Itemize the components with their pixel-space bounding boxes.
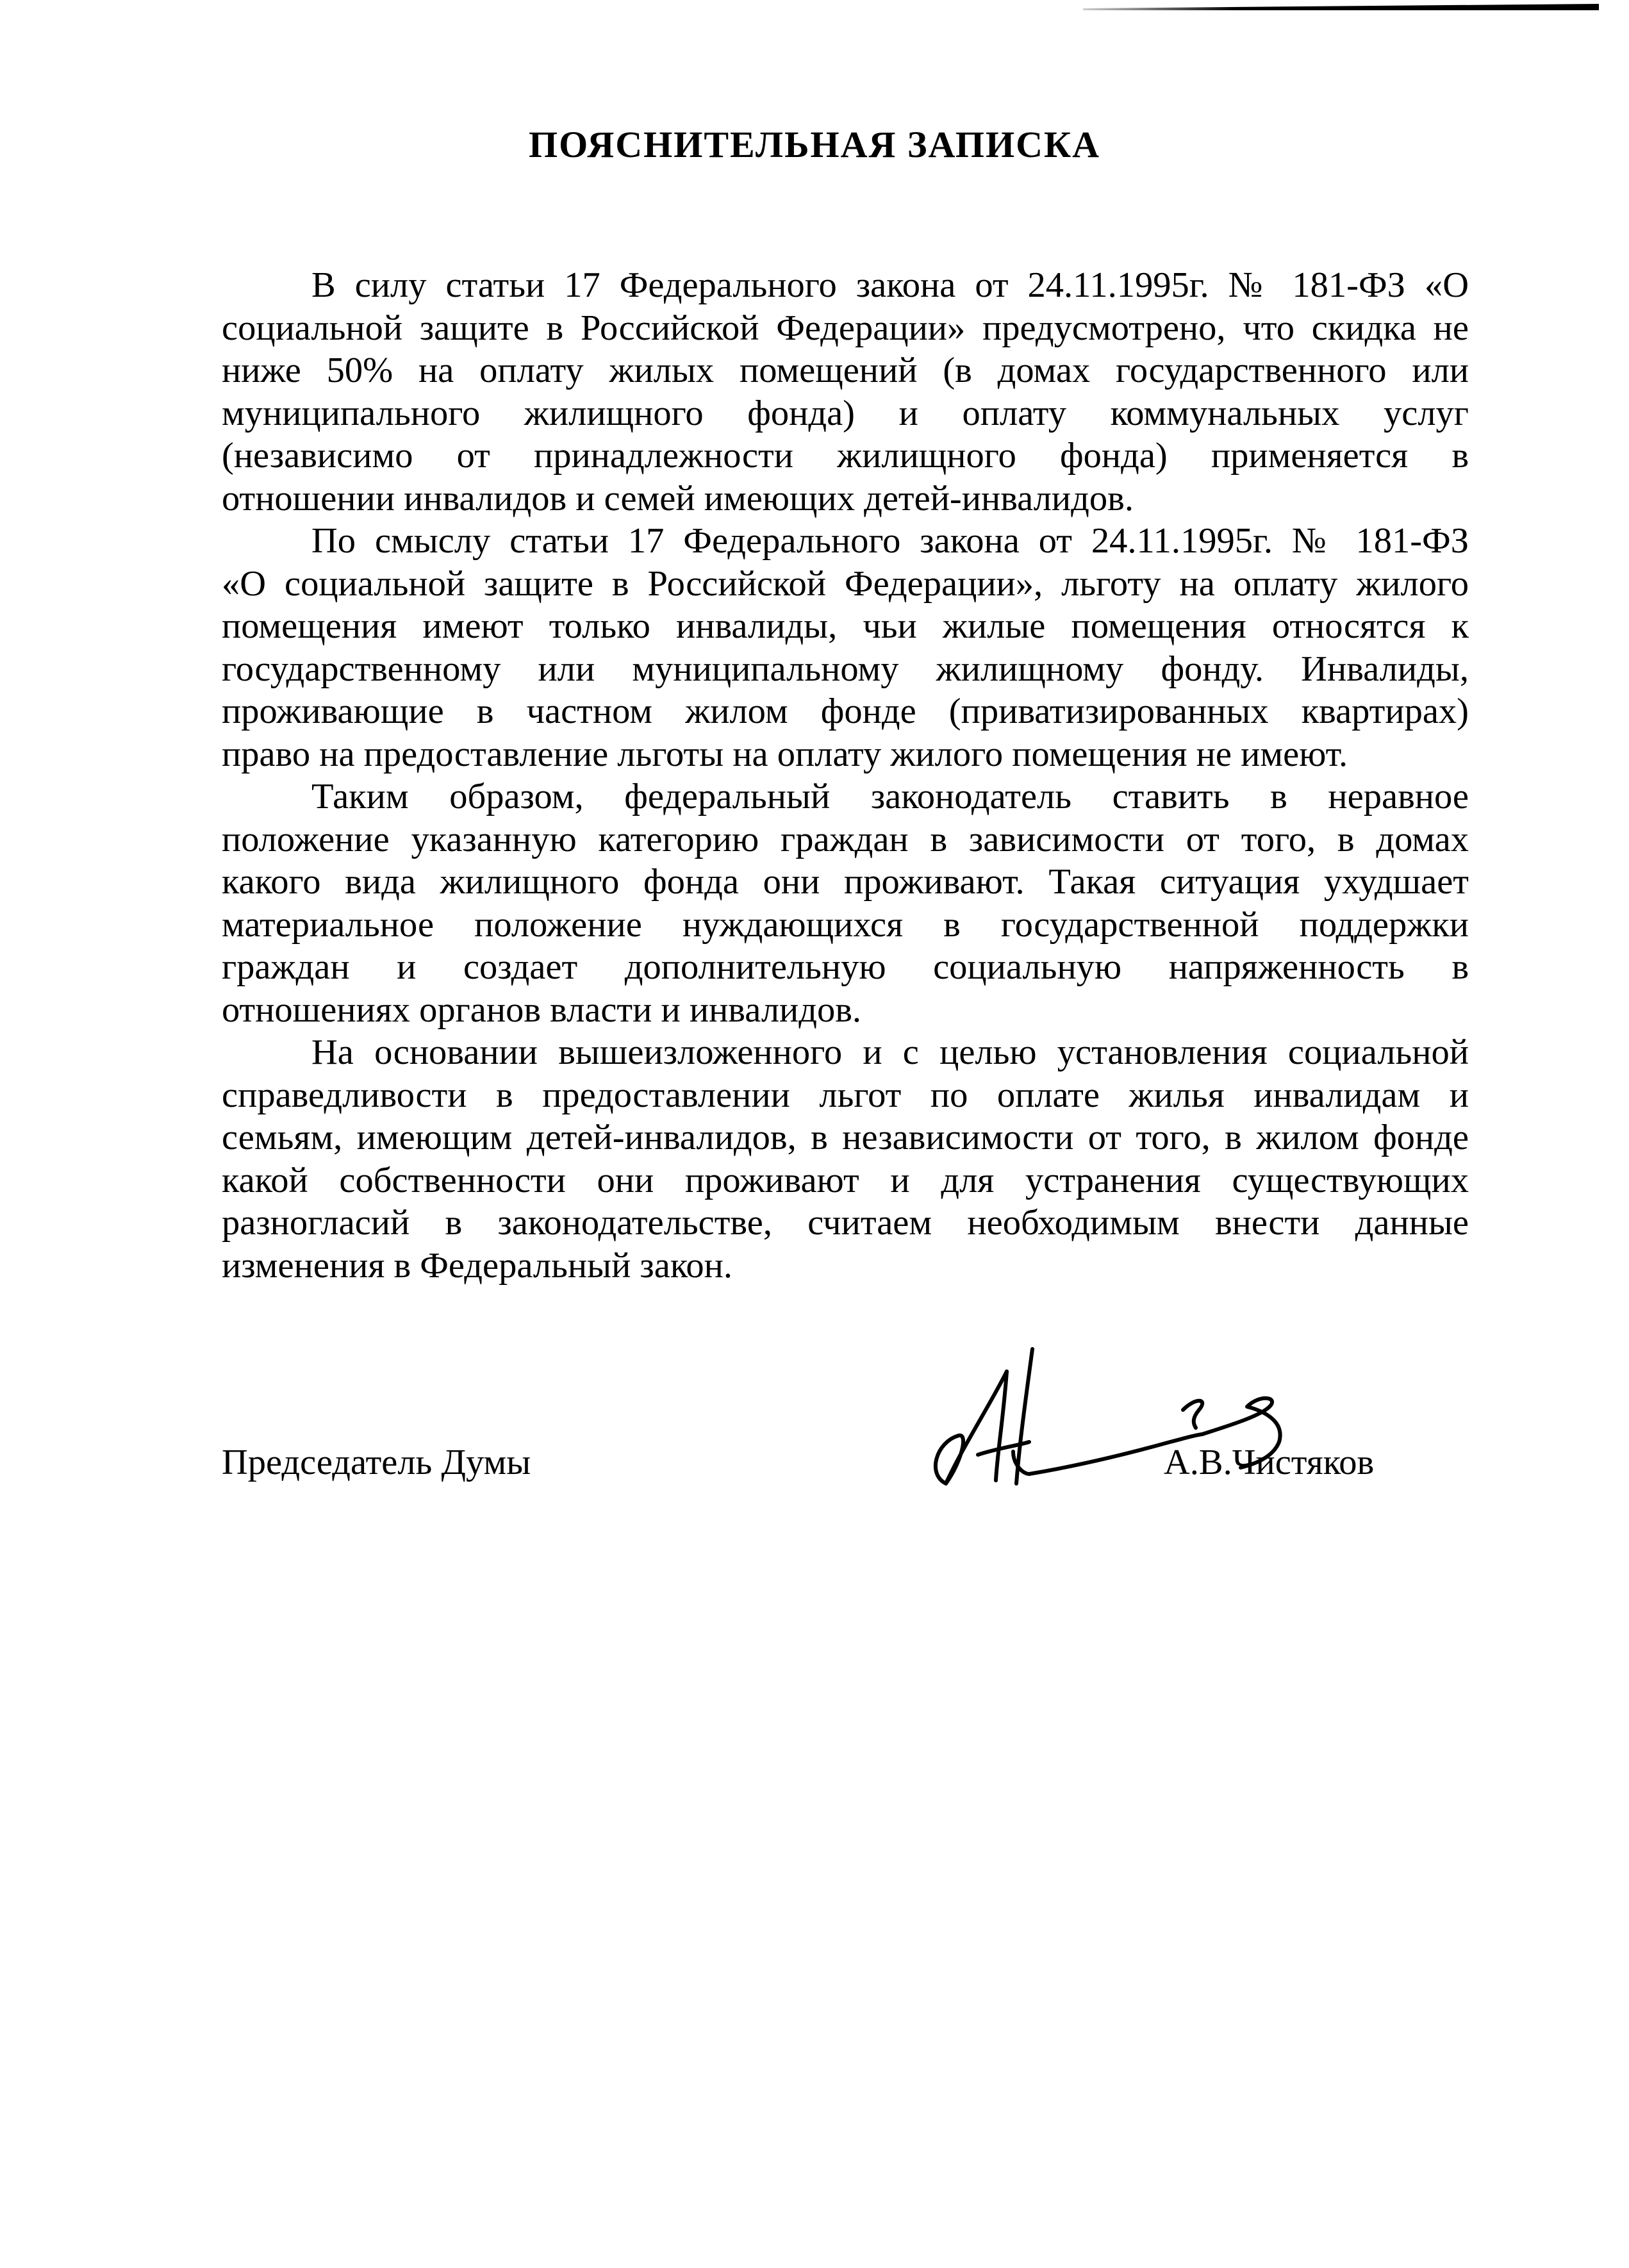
text-line: По смыслу статьи 17 Федерального закона от 24.11.1995г. № 181-ФЗ	[311, 521, 1469, 561]
text-line: проживающие в частном жилом фонде (приватизированных квартирах)	[222, 691, 1469, 731]
text-line: (независимо от принадлежности жилищного фонда) применяется в	[222, 436, 1469, 476]
text-line: муниципального жилищного фонда) и оплату коммунальных услуг	[222, 393, 1469, 433]
text-line: материальное положение нуждающихся в государственной поддержки	[222, 904, 1469, 945]
text-line: «О социальной защите в Российской Федерации», льготу на оплату жилого	[222, 563, 1469, 604]
text-line: изменения в Федеральный закон.	[222, 1245, 733, 1286]
scan-artifact-line	[1083, 4, 1599, 10]
text-line: На основании вышеизложенного и с целью установления социальной	[311, 1032, 1469, 1072]
text-line: социальной защите в Российской Федерации» предусмотрено, что скидка не	[222, 308, 1469, 348]
text-line: какой собственности они проживают и для устранения существующих	[222, 1160, 1469, 1200]
text-line: государственному или муниципальному жилищному фонду. Инвалиды,	[222, 649, 1469, 689]
paragraph-1	[222, 264, 1469, 520]
text-line: помещения имеют только инвалиды, чьи жилые помещения относятся к	[222, 606, 1469, 646]
text-line: какого вида жилищного фонда они проживают. Такая ситуация ухудшает	[222, 862, 1469, 902]
signatory-name: А.В.Чистяков	[1164, 1443, 1375, 1482]
document-body	[222, 264, 1469, 1287]
text-line: В силу статьи 17 Федерального закона от 24.11.1995г. № 181-ФЗ «О	[311, 265, 1469, 305]
text-line: Таким образом, федеральный законодатель ставить в неравное	[311, 777, 1469, 816]
text-line: отношениях органов власти и инвалидов.	[222, 989, 862, 1030]
paragraph-2	[222, 520, 1469, 775]
text-line: право на предоставление льготы на оплату жилого помещения не имеют.	[222, 734, 1348, 774]
paragraph-3	[222, 775, 1469, 1031]
text-line: семьям, имеющим детей-инвалидов, в независимости от того, в жилом фонде	[222, 1118, 1469, 1157]
document-title: ПОЯСНИТЕЛЬНАЯ ЗАПИСКА	[528, 124, 1100, 165]
text-line: ниже 50% на оплату жилых помещений (в домах государственного или	[222, 351, 1469, 390]
signatory-position: Председатель Думы	[222, 1443, 531, 1482]
text-line: положение указанную категорию граждан в зависимости от того, в домах	[222, 819, 1469, 859]
paragraph-4	[222, 1031, 1469, 1287]
text-line: отношении инвалидов и семей имеющих детей-инвалидов.	[222, 478, 1134, 518]
text-line: справедливости в предоставлении льгот по оплате жилья инвалидам и	[222, 1075, 1469, 1115]
signature-block	[222, 1403, 1469, 1493]
text-line: граждан и создает дополнительную социальную напряженность в	[222, 947, 1469, 987]
text-line: разногласий в законодательстве, считаем необходимым внести данные	[222, 1203, 1469, 1243]
